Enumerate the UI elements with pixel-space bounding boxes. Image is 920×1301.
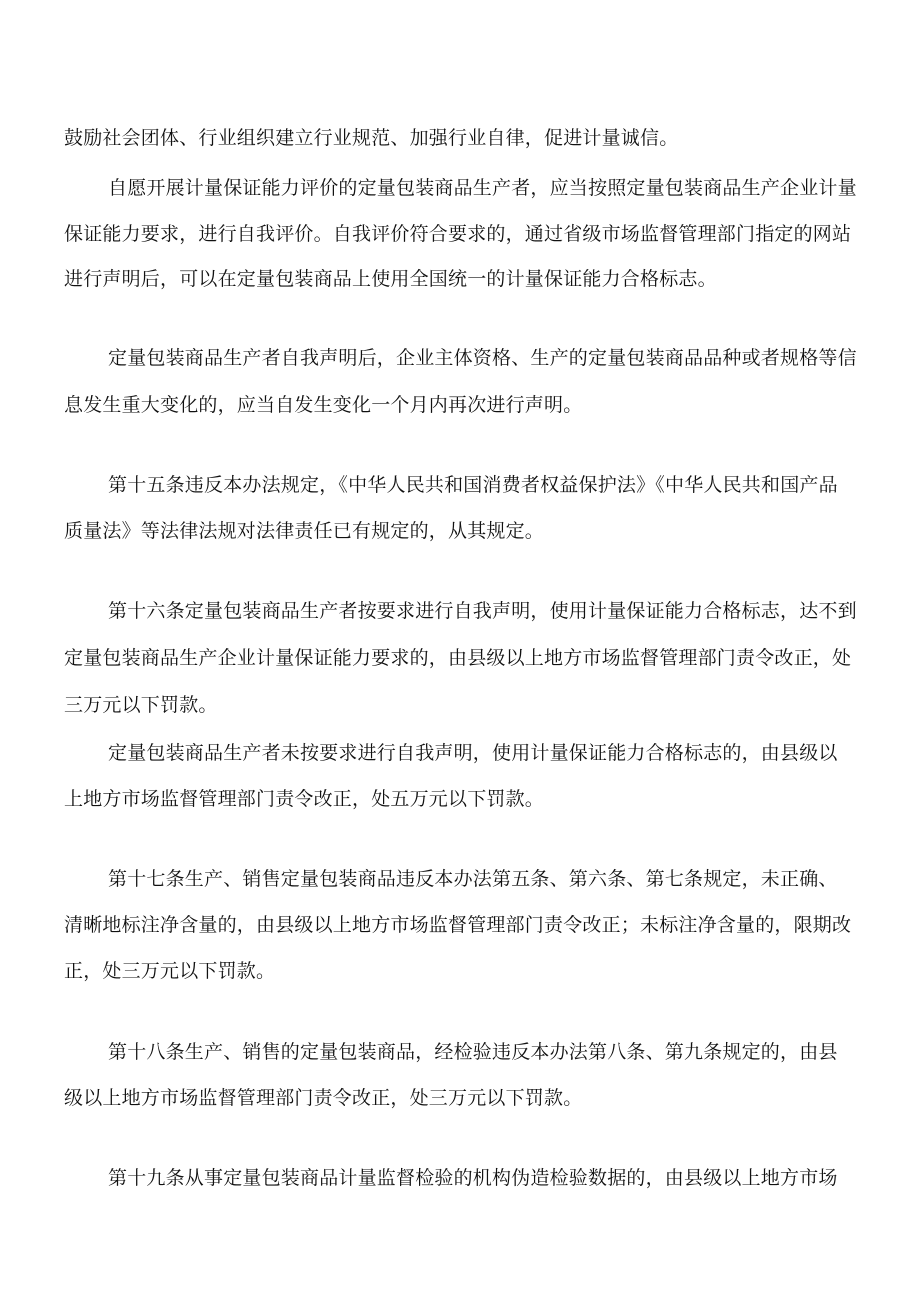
text-line: 自愿开展计量保证能力评价的定量包装商品生产者，应当按照定量包装商品生产企业计量 (108, 177, 857, 199)
text-line: 进行声明后，可以在定量包装商品上使用全国统一的计量保证能力合格标志。 (64, 268, 717, 290)
text-line: 第十五条违反本办法规定，《中华人民共和国消费者权益保护法》《中华人民共和国产品 (108, 474, 838, 496)
text-line: 鼓励社会团体、行业组织建立行业规范、加强行业自律，促进计量诚信。 (64, 127, 679, 149)
text-line: 定量包装商品生产者自我声明后，企业主体资格、生产的定量包装商品品种或者规格等信 (108, 347, 857, 369)
text-line: 息发生重大变化的，应当自发生变化一个月内再次进行声明。 (64, 394, 583, 416)
text-line: 级以上地方市场监督管理部门责令改正，处三万元以下罚款。 (64, 1087, 583, 1109)
text-line: 定量包装商品生产企业计量保证能力要求的，由县级以上地方市场监督管理部门责令改正，处 (64, 647, 852, 669)
text-line: 第十九条从事定量包装商品计量监督检验的机构伪造检验数据的，由县级以上地方市场 (108, 1167, 838, 1189)
text-line: 质量法》等法律法规对法律责任已有规定的，从其规定。 (64, 520, 545, 542)
text-line: 保证能力要求，进行自我评价。自我评价符合要求的，通过省级市场监督管理部门指定的网站 (64, 223, 852, 245)
text-line: 第十七条生产、销售定量包装商品违反本办法第五条、第六条、第七条规定，未正确、 (108, 868, 838, 890)
text-line: 上地方市场监督管理部门责令改正，处五万元以下罚款。 (64, 788, 545, 810)
text-line: 第十八条生产、销售的定量包装商品，经检验违反本办法第八条、第九条规定的，由县 (108, 1041, 838, 1063)
text-line: 第十六条定量包装商品生产者按要求进行自我声明，使用计量保证能力合格标志，达不到 (108, 600, 857, 622)
text-line: 定量包装商品生产者未按要求进行自我声明，使用计量保证能力合格标志的，由县级以 (108, 742, 838, 764)
text-line: 正，处三万元以下罚款。 (64, 960, 276, 982)
text-line: 清晰地标注净含量的，由县级以上地方市场监督管理部门责令改正；未标注净含量的，限期改 (64, 914, 852, 936)
text-line: 三万元以下罚款。 (64, 694, 218, 716)
